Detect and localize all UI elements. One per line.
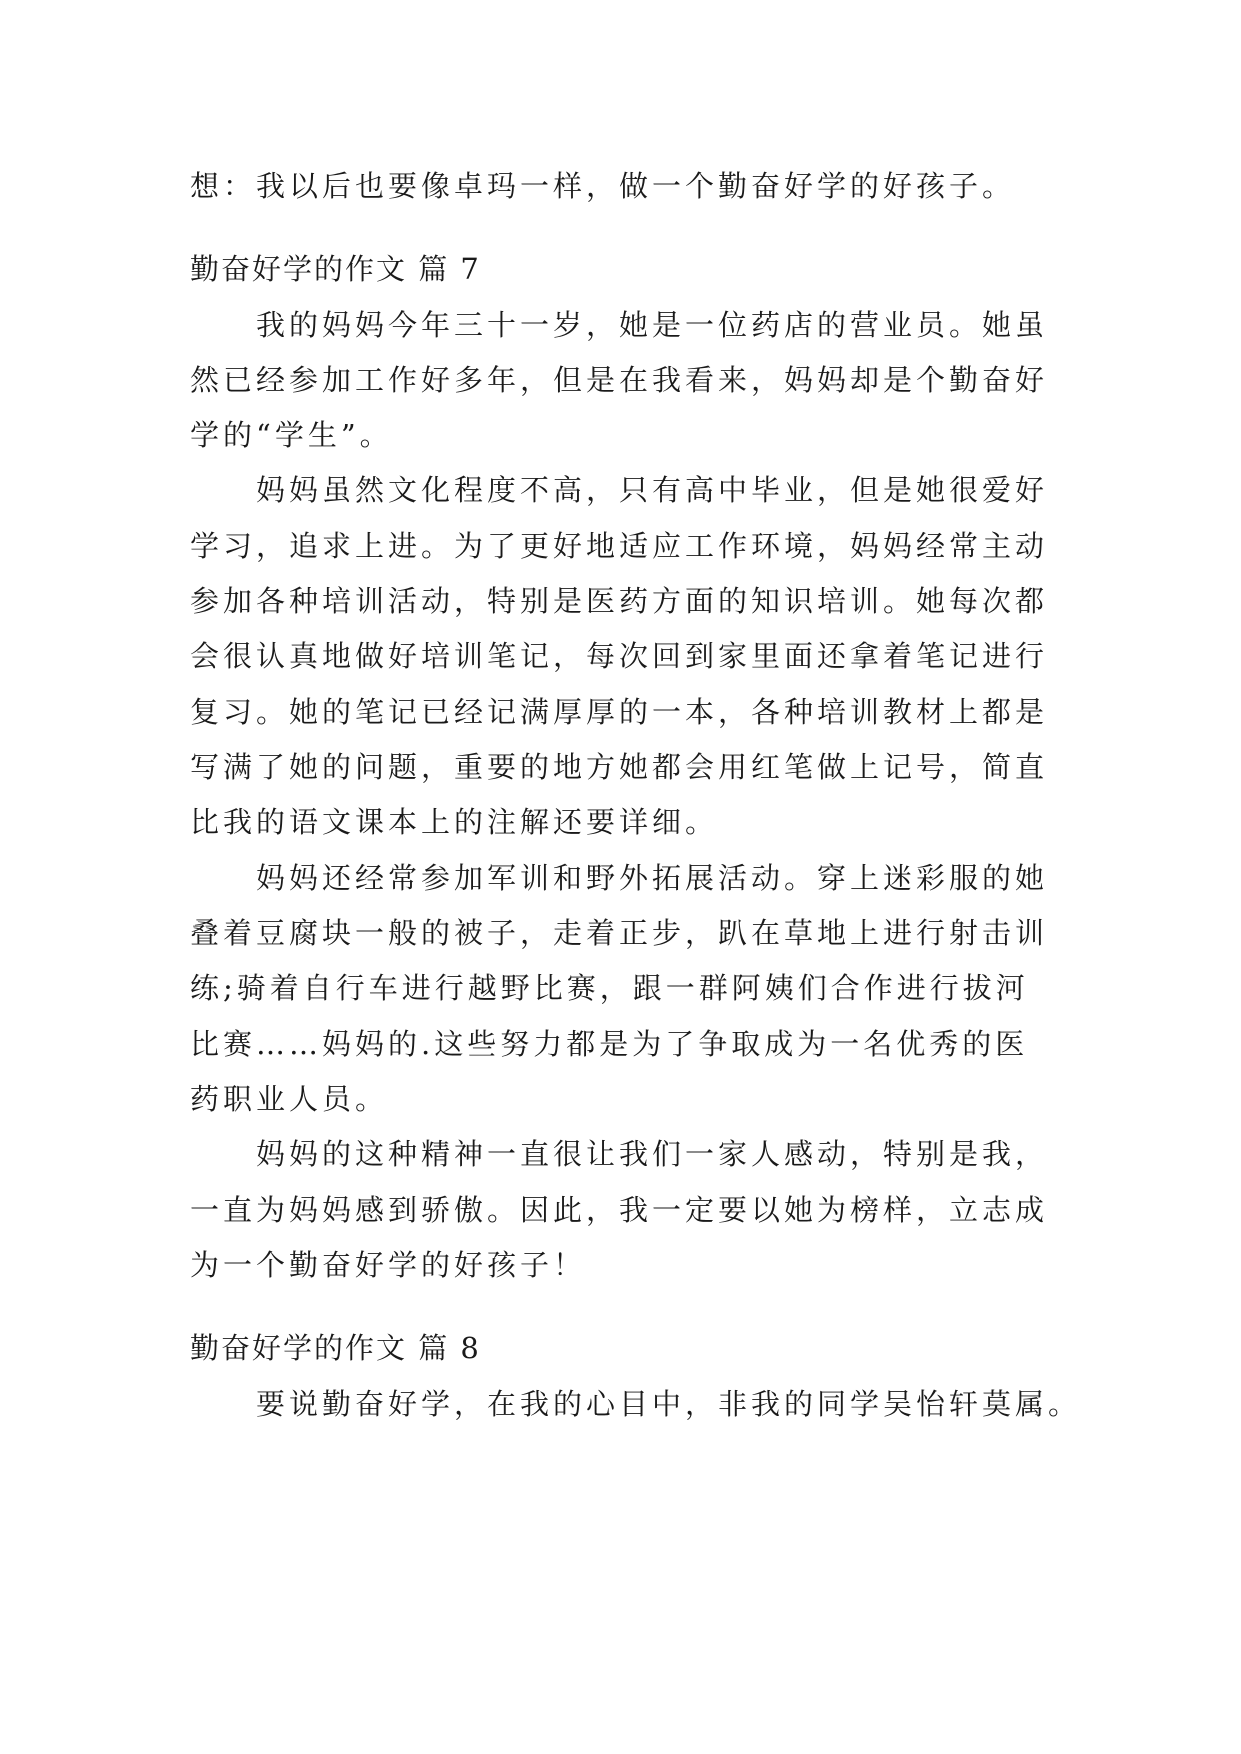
section-heading: 勤奋好学的作文 篇 7: [190, 252, 481, 286]
text-line: 会很认真地做好培训笔记，每次回到家里面还拿着笔记进行: [190, 639, 1049, 673]
text-line: 为一个勤奋好学的好孩子！: [190, 1248, 587, 1282]
text-line: 学习，追求上进。为了更好地适应工作环境，妈妈经常主动: [190, 529, 1049, 563]
text-line: 妈妈的这种精神一直很让我们一家人感动，特别是我，: [190, 1137, 1049, 1171]
text-line: 要说勤奋好学，在我的心目中，非我的同学吴怡轩莫属。: [190, 1387, 1082, 1421]
text-line: 叠着豆腐块一般的被子，走着正步，趴在草地上进行射击训: [190, 916, 1049, 950]
text-line: 写满了她的问题，重要的地方她都会用红笔做上记号，简直: [190, 750, 1049, 784]
text-line: 比我的语文课本上的注解还要详细。: [190, 805, 719, 839]
text-line: 药职业人员。: [190, 1082, 389, 1116]
text-line: 想：我以后也要像卓玛一样，做一个勤奋好学的好孩子。: [190, 169, 1016, 203]
text-line: 我的妈妈今年三十一岁，她是一位药店的营业员。她虽: [190, 308, 1049, 342]
text-line: 练;骑着自行车进行越野比赛，跟一群阿姨们合作进行拔河: [190, 971, 1029, 1005]
text-line: 比赛……妈妈的.这些努力都是为了争取成为一名优秀的医: [190, 1027, 1029, 1061]
text-line: 复习。她的笔记已经记满厚厚的一本，各种培训教材上都是: [190, 695, 1049, 729]
section-heading: 勤奋好学的作文 篇 8: [190, 1331, 481, 1365]
text-line: 学的“学生”。: [190, 418, 393, 452]
text-line: 然已经参加工作好多年，但是在我看来，妈妈却是个勤奋好: [190, 363, 1049, 397]
text-line: 一直为妈妈感到骄傲。因此，我一定要以她为榜样，立志成: [190, 1193, 1049, 1227]
text-line: 参加各种培训活动，特别是医药方面的知识培训。她每次都: [190, 584, 1049, 618]
text-line: 妈妈还经常参加军训和野外拓展活动。穿上迷彩服的她: [190, 861, 1049, 895]
text-line: 妈妈虽然文化程度不高，只有高中毕业，但是她很爱好: [190, 473, 1049, 507]
